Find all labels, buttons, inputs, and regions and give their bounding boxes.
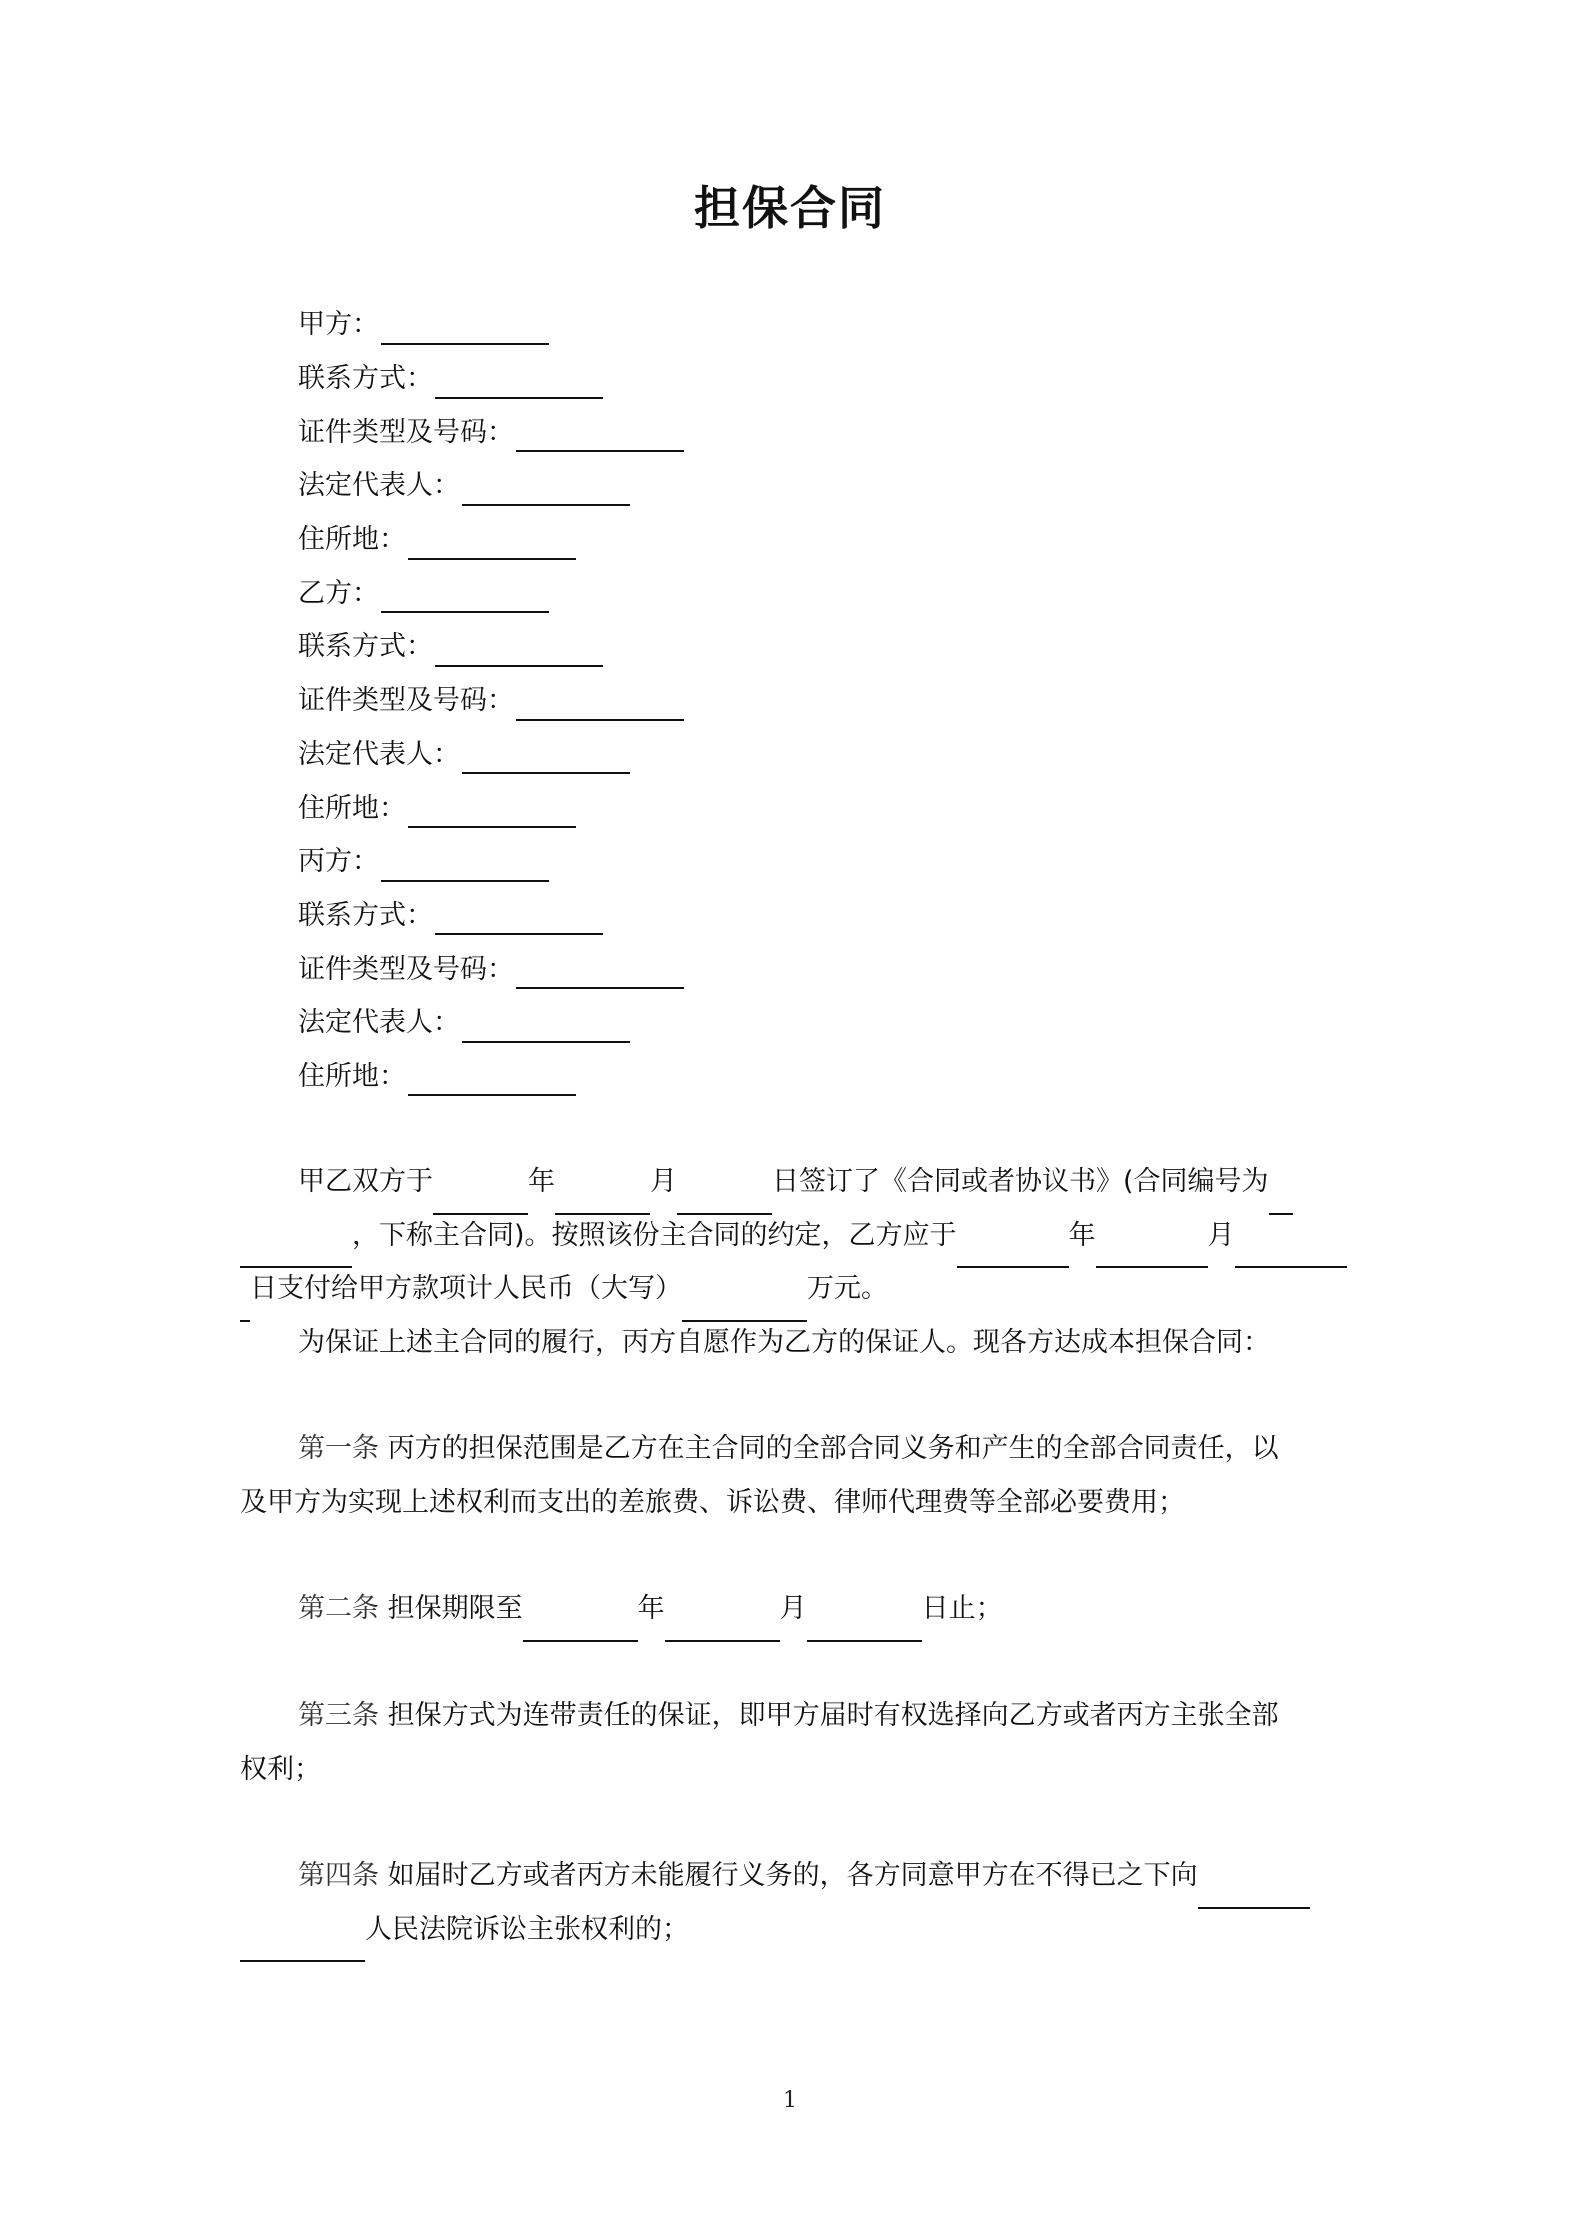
blank-line: [435, 633, 603, 667]
document-title: 担保合同: [694, 181, 886, 235]
article-text: 日止；: [921, 1593, 1003, 1624]
article-3-line-2: 权利；: [240, 1753, 321, 1785]
article-label: 第四条: [298, 1860, 379, 1891]
blank-line: [381, 848, 549, 882]
article-label: 第三条: [298, 1700, 379, 1731]
blank-line: [240, 1288, 250, 1322]
field-label: 乙方：: [298, 577, 379, 609]
party-fields: [298, 298, 1198, 1103]
party-b-name-field: [298, 566, 1198, 620]
blank-line: [240, 1928, 365, 1962]
blank-line: [523, 1608, 638, 1642]
party-c-id-field: [298, 942, 1198, 996]
field-label: 法定代表人：: [298, 738, 460, 770]
field-label: 法定代表人：: [298, 470, 460, 502]
article-text: 丙方的担保范围是乙方在主合同的全部合同义务和产生的全部合同责任，以: [387, 1433, 1279, 1464]
field-label: 证件类型及号码：: [298, 416, 514, 448]
blank-line: [1235, 1234, 1347, 1268]
blank-line: [516, 418, 684, 452]
party-c-address-field: [298, 1050, 1198, 1104]
blank-line: [435, 901, 603, 935]
article-text: 月: [779, 1593, 807, 1624]
article-4-line-1: [240, 1849, 1340, 1903]
field-label: 法定代表人：: [298, 1007, 460, 1039]
party-c-rep-field: [298, 996, 1198, 1050]
page-number: 1: [783, 2088, 797, 2113]
blank-line: [462, 472, 630, 506]
field-label: 联系方式：: [298, 899, 433, 931]
field-label: 联系方式：: [298, 631, 433, 663]
party-b-contact-field: [298, 620, 1198, 674]
blank-line: [807, 1608, 922, 1642]
intro-text: 年: [528, 1166, 555, 1197]
intro-line-2: [240, 1209, 1340, 1263]
party-b-id-field: [298, 674, 1198, 728]
article-text: 年: [637, 1593, 665, 1624]
party-c-contact-field: [298, 889, 1198, 943]
blank-line: [665, 1608, 780, 1642]
party-a-name-field: [298, 298, 1198, 352]
blank-line: [408, 794, 576, 828]
intro-text: 月: [650, 1166, 677, 1197]
article-2-line-1: [240, 1582, 1340, 1636]
blank-line: [408, 526, 576, 560]
article-3: [240, 1689, 1340, 1796]
field-label: 住所地：: [298, 1060, 406, 1092]
intro-text: ，下称主合同)。按照该份主合同的约定，乙方应于: [352, 1219, 957, 1251]
intro-text: 万元。: [807, 1273, 888, 1304]
intro-text: 日支付给甲方款项计人民币（大写）: [250, 1273, 682, 1304]
field-label: 联系方式：: [298, 363, 433, 395]
article-1-line-2: 及甲方为实现上述权利而支出的差旅费、诉讼费、律师代理费等全部必要费用；: [240, 1486, 1185, 1518]
party-a-address-field: [298, 513, 1198, 567]
blank-line: [1096, 1234, 1208, 1268]
intro-text: 年: [1068, 1219, 1096, 1251]
blank-line: [1198, 1875, 1310, 1909]
article-2: [240, 1582, 1340, 1636]
article-4: [240, 1849, 1340, 1956]
blank-line: [435, 365, 603, 399]
field-label: 证件类型及号码：: [298, 685, 514, 717]
intro-line-4: 为保证上述主合同的履行，丙方自愿作为乙方的保证人。现各方达成本担保合同：: [298, 1326, 1270, 1358]
article-1: [240, 1422, 1340, 1529]
intro-line-1: [240, 1155, 1340, 1209]
blank-line: [462, 1009, 630, 1043]
article-label: 第一条: [298, 1433, 379, 1464]
intro-text: 月: [1207, 1219, 1235, 1251]
blank-line: [516, 687, 684, 721]
intro-paragraph: [240, 1155, 1340, 1369]
article-4-line-2: [240, 1903, 1340, 1957]
article-text: 如届时乙方或者丙方未能履行义务的，各方同意甲方在不得已之下向: [387, 1860, 1198, 1891]
article-1-line-1: [240, 1422, 1340, 1476]
blank-line: [381, 311, 549, 345]
blank-line: [516, 955, 684, 989]
party-a-rep-field: [298, 459, 1198, 513]
party-c-name-field: [298, 835, 1198, 889]
intro-text: 甲乙双方于: [298, 1166, 433, 1197]
party-a-contact-field: [298, 352, 1198, 406]
article-label: 第二条: [298, 1593, 379, 1624]
field-label: 住所地：: [298, 524, 406, 556]
article-text: 担保方式为连带责任的保证，即甲方届时有权选择向乙方或者丙方主张全部: [387, 1700, 1279, 1731]
intro-line-3: [240, 1262, 1340, 1316]
party-b-rep-field: [298, 728, 1198, 782]
field-label: 丙方：: [298, 846, 379, 878]
blank-line: [957, 1234, 1069, 1268]
field-label: 证件类型及号码：: [298, 953, 514, 985]
blank-line: [408, 1062, 576, 1096]
blank-line: [381, 579, 549, 613]
party-a-id-field: [298, 405, 1198, 459]
party-b-address-field: [298, 781, 1198, 835]
intro-text: 日签订了《合同或者协议书》(合同编号为: [772, 1166, 1269, 1197]
blank-line: [462, 740, 630, 774]
article-3-line-1: [240, 1689, 1340, 1743]
article-text: 担保期限至: [387, 1593, 523, 1624]
field-label: 甲方：: [298, 309, 379, 341]
article-text: 人民法院诉讼主张权利的；: [365, 1913, 689, 1945]
field-label: 住所地：: [298, 792, 406, 824]
